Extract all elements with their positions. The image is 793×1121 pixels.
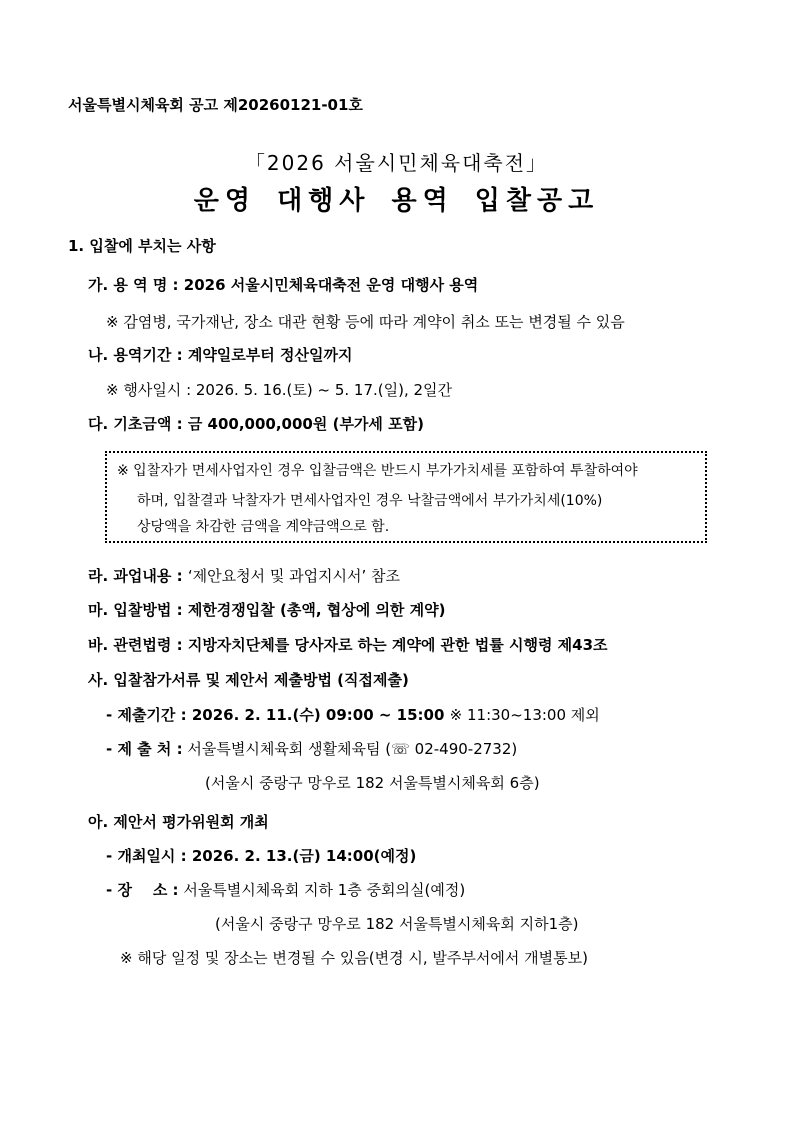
- item-sa-period-note: ※ 11:30~13:00 제외: [449, 706, 600, 724]
- item-a-address: (서울시 중랑구 망우로 182 서울특별시체육회 지하1층): [215, 915, 579, 933]
- item-sa-place: [106, 739, 517, 759]
- item-da-value: 금 400,000,000원 (부가세 포함): [187, 415, 424, 433]
- item-ga-label: 가. 용 역 명 :: [88, 276, 179, 294]
- item-a-date-value: 2026. 2. 13.(금) 14:00(예정): [191, 847, 417, 865]
- item-na-note: ※ 행사일시 : 2026. 5. 16.(토) ~ 5. 17.(일), 2일간: [106, 381, 453, 399]
- item-a-date-label: - 개최일시 :: [106, 847, 187, 865]
- item-da: [88, 414, 424, 434]
- item-sa-heading: 사. 입찰참가서류 및 제안서 제출방법 (직접제출): [88, 671, 409, 689]
- item-na-value: 계약일로부터 정산일까지: [187, 346, 353, 364]
- item-ra-value: ‘제안요청서 및 과업지시서’ 참조: [187, 567, 401, 585]
- notice-box: [105, 451, 707, 543]
- item-ma: [88, 600, 445, 620]
- title-event: 「2026 서울시민체육대축전」: [244, 151, 549, 175]
- item-ga-value: 2026 서울시민체육대축전 운영 대행사 용역: [183, 276, 479, 294]
- item-sa-period: [106, 705, 600, 725]
- section-heading: 1. 입찰에 부치는 사항: [68, 237, 216, 255]
- item-na-label: 나. 용역기간 :: [88, 346, 183, 364]
- item-ga: [88, 275, 478, 295]
- item-a-venue: [106, 880, 465, 900]
- item-ba-label: 바. 관련법령 :: [88, 636, 183, 654]
- item-sa-period-label: - 제출기간 :: [106, 706, 187, 724]
- item-a-heading: 아. 제안서 평가위원회 개최: [88, 813, 269, 831]
- item-a-venue-label: - 장 소 :: [106, 881, 179, 899]
- title-main: 운영 대행사 용역 입찰공고: [193, 186, 600, 216]
- notice-box-line: ※ 입찰자가 면세사업자인 경우 입찰금액은 반드시 부가가치세를 포함하여 투찰하여야: [117, 463, 638, 479]
- notice-box-line: 상당액을 차감한 금액을 계약금액으로 함.: [137, 519, 390, 535]
- item-ra: [88, 566, 400, 586]
- item-ba-value: 지방자치단체를 당사자로 하는 계약에 관한 법률 시행령 제43조: [187, 636, 608, 654]
- item-sa-period-value: 2026. 2. 11.(수) 09:00 ~ 15:00: [191, 706, 445, 724]
- item-a-date: [106, 846, 416, 866]
- item-na: [88, 345, 352, 365]
- item-sa-place-label: - 제 출 처 :: [106, 740, 183, 758]
- item-ma-label: 마. 입찰방법 :: [88, 601, 183, 619]
- item-a-venue-value: 서울특별시체육회 지하 1층 중회의실(예정): [183, 881, 466, 899]
- item-ra-label: 라. 과업내용 :: [88, 567, 183, 585]
- item-a-note: ※ 해당 일정 및 장소는 변경될 수 있음(변경 시, 발주부서에서 개별통보): [120, 949, 588, 967]
- item-da-label: 다. 기초금액 :: [88, 415, 183, 433]
- item-ba: [88, 635, 608, 655]
- item-ga-note: ※ 감염병, 국가재난, 장소 대관 현황 등에 따라 계약이 취소 또는 변경될 수 있음: [106, 313, 625, 331]
- notice-number: 서울특별시체육회 공고 제20260121-01호: [68, 96, 363, 114]
- notice-box-line: 하며, 입찰결과 낙찰자가 면세사업자인 경우 낙찰금액에서 부가가치세(10%): [137, 493, 603, 509]
- item-sa-place-value: 서울특별시체육회 생활체육팀 (☏ 02-490-2732): [187, 740, 518, 758]
- item-ma-value: 제한경쟁입찰 (총액, 협상에 의한 계약): [187, 601, 446, 619]
- item-sa-address: (서울시 중랑구 망우로 182 서울특별시체육회 6층): [205, 774, 540, 792]
